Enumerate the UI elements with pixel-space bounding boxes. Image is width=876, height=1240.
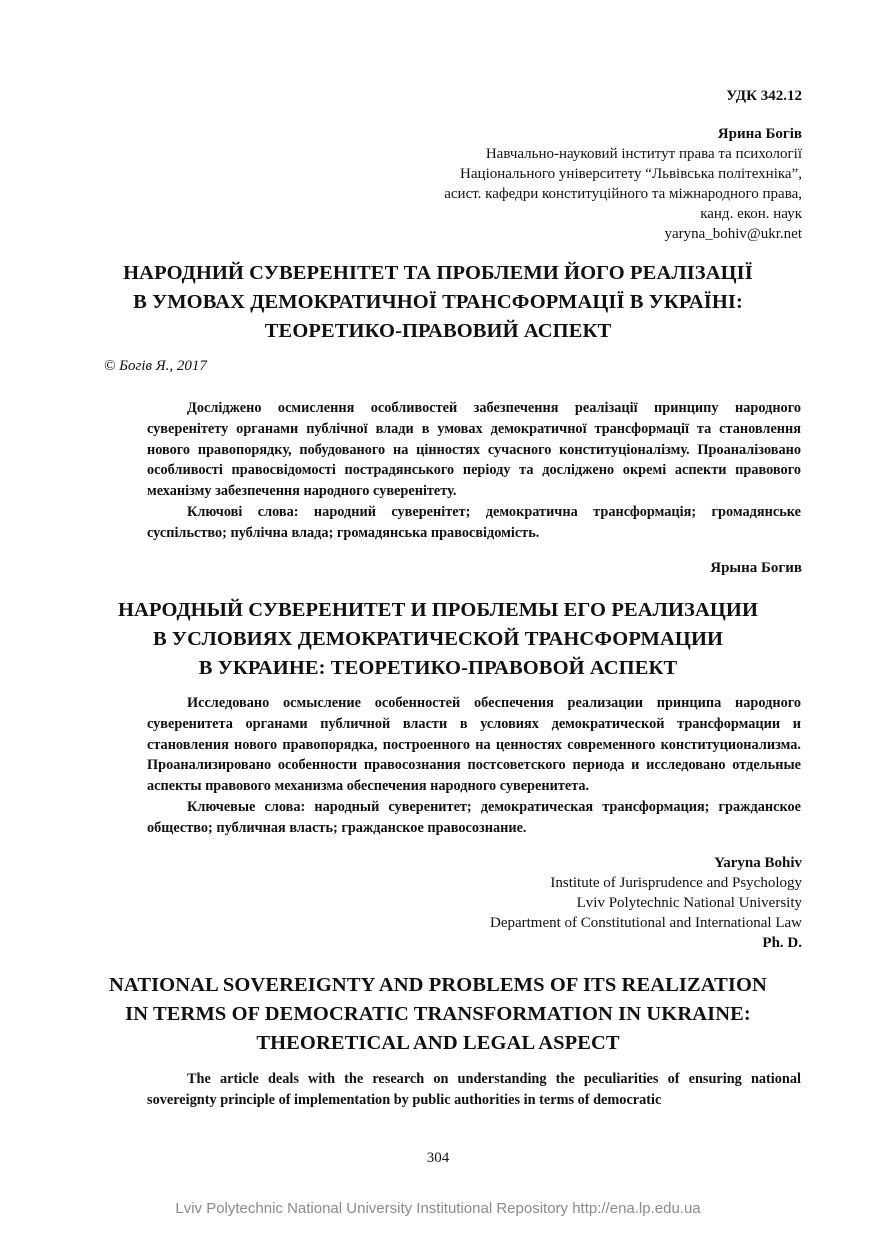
en-affiliation-line: Department of Constitutional and International Law [490, 915, 802, 931]
ru-title-line: НАРОДНЫЙ СУВЕРЕНИТЕТ И ПРОБЛЕМЫ ЕГО РЕАЛИЗАЦИИ [118, 599, 758, 621]
en-abstract-block [147, 1069, 801, 1111]
repository-footer: Lviv Polytechnic National University Institutional Repository http://ena.lp.edu.ua [175, 1200, 701, 1217]
ua-keywords: Ключові слова: народний суверенітет; демократична трансформація; громадянське суспільство; публічна влада; громадянська правосвідомість. [147, 503, 801, 541]
en-title-line: NATIONAL SOVEREIGNTY AND PROBLEMS OF ITS REALIZATION [109, 974, 767, 996]
ru-title-line: В УСЛОВИЯХ ДЕМОКРАТИЧЕСКОЙ ТРАНСФОРМАЦИИ [152, 628, 724, 650]
en-title-line: THEORETICAL AND LEGAL ASPECT [256, 1032, 620, 1054]
udk-code: УДК 342.12 [726, 88, 802, 104]
ru-title [70, 596, 806, 683]
ua-abstract: Досліджено осмислення особливостей забезпечення реалізації принципу народного суверенітету органами публічної влади в умовах демократичної трансформації та становлення нового правопорядку, побудованого на цінностях сучасного конституціоналізму. Проаналізовано особливості правосвідомості пострадянського періоду та досліджено окремі аспекти правового механізму забезпечення народного суверенітету. [147, 400, 801, 500]
ua-author-block [444, 124, 802, 244]
ru-author-name: Ярына Богив [710, 560, 802, 576]
en-title-line: IN TERMS OF DEMOCRATIC TRANSFORMATION IN UKRAINE: [125, 1003, 751, 1025]
copyright-notice: © Богів Я., 2017 [104, 358, 207, 374]
ua-title-line: ТЕОРЕТИКО-ПРАВОВИЙ АСПЕКТ [264, 320, 612, 342]
page-number: 304 [426, 1150, 450, 1166]
en-abstract: The article deals with the research on understanding the peculiarities of ensuring national sovereignty principle of implementation by public authorities in terms of democratic [147, 1071, 801, 1108]
ru-abstract: Исследовано осмысление особенностей обеспечения реализации принципа народного суверенитета органами публичной власти в условиях демократической трансформации и становления нового правопорядка, построенного на ценностях современного конституционализма. Проанализировано особенности правосознания постсоветского периода и исследовано отдельные аспекты правового механизма обеспечения народного суверенитета. [147, 695, 801, 795]
ua-author-name: Ярина Богів [717, 126, 802, 142]
ua-abstract-block [147, 398, 801, 544]
en-author-degree: Ph. D. [762, 935, 802, 951]
ua-affiliation-line: канд. екон. наук [700, 206, 802, 222]
ua-title-line: НАРОДНИЙ СУВЕРЕНІТЕТ ТА ПРОБЛЕМИ ЙОГО РЕАЛІЗАЦІЇ [123, 262, 753, 284]
en-author-block [490, 853, 802, 953]
en-affiliation-line: Institute of Jurisprudence and Psychology [550, 875, 802, 891]
ru-keywords: Ключевые слова: народный суверенитет; демократическая трансформация; гражданское общество; публичная власть; гражданское правосознание. [147, 798, 801, 836]
en-title [70, 971, 806, 1058]
ua-affiliation-line: Національного університету “Львівська політехніка”, [460, 166, 802, 182]
ua-title [70, 259, 806, 346]
ua-affiliation-line: Навчально-науковий інститут права та психології [485, 146, 802, 162]
ru-abstract-block [147, 693, 801, 839]
ua-title-line: В УМОВАХ ДЕМОКРАТИЧНОЇ ТРАНСФОРМАЦІЇ В УКРАЇНІ: [133, 291, 743, 313]
ua-affiliation-line: асист. кафедри конституційного та міжнародного права, [444, 186, 802, 202]
en-affiliation-line: Lviv Polytechnic National University [576, 895, 802, 911]
en-author-name: Yaryna Bohiv [714, 855, 802, 871]
ru-title-line: В УКРАИНЕ: ТЕОРЕТИКО-ПРАВОВОЙ АСПЕКТ [198, 657, 678, 679]
ua-author-email: yaryna_bohiv@ukr.net [664, 226, 802, 242]
